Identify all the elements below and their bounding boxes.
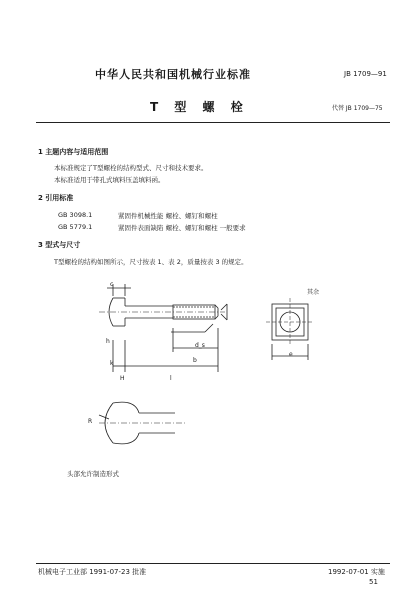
section-2-heading: 2 引用标准 xyxy=(38,194,74,202)
header-rule xyxy=(36,122,390,123)
label-c: c xyxy=(110,281,114,288)
reference-1-title: 紧固件机械性能 螺栓、螺钉和螺柱 xyxy=(118,212,218,220)
section-3-para-1: T型螺栓的结构如图所示，尺寸按表 1、表 2，质量按表 3 的规定。 xyxy=(54,258,248,266)
reference-2-title: 紧固件表面缺陷 螺栓、螺钉和螺柱 一般要求 xyxy=(118,224,246,232)
standard-number: JB 1709—91 xyxy=(344,70,387,78)
label-R: R xyxy=(88,418,93,425)
reference-1-code: GB 3098.1 xyxy=(58,211,93,219)
standard-title: 中华人民共和国机械行业标准 xyxy=(95,68,251,81)
label-e: e xyxy=(289,351,293,358)
approval-info: 机械电子工业部 1991-07-23 批准 xyxy=(38,568,147,576)
alternative-head-drawing xyxy=(95,395,205,455)
section-1-para-2: 本标准适用于带孔式填料压盖填料函。 xyxy=(54,176,165,184)
section-3-heading: 3 型式与尺寸 xyxy=(38,241,81,249)
label-l: l xyxy=(170,375,172,382)
replaces-note: 代替 JB 1709—75 xyxy=(332,105,383,112)
reference-2-code: GB 5779.1 xyxy=(58,223,93,231)
label-k: k xyxy=(110,360,114,367)
document-title: T 型 螺 栓 xyxy=(150,100,249,114)
section-1-para-1: 本标准规定了T型螺栓的结构型式、尺寸和技术要求。 xyxy=(54,164,208,172)
label-h: h xyxy=(106,338,110,345)
head-manufacture-note: 头部允许制造形式 xyxy=(67,470,119,478)
page-number: 51 xyxy=(369,578,378,586)
effective-date: 1992-07-01 实施 xyxy=(328,568,385,576)
footer-rule xyxy=(36,563,390,564)
bolt-side-view-drawing xyxy=(95,280,275,380)
label-b: b xyxy=(193,357,197,364)
label-surface: 其余 xyxy=(307,289,320,296)
label-H: H xyxy=(120,375,125,382)
section-1-heading: 1 主题内容与适用范围 xyxy=(38,148,109,156)
label-ds: d_s xyxy=(195,342,205,349)
